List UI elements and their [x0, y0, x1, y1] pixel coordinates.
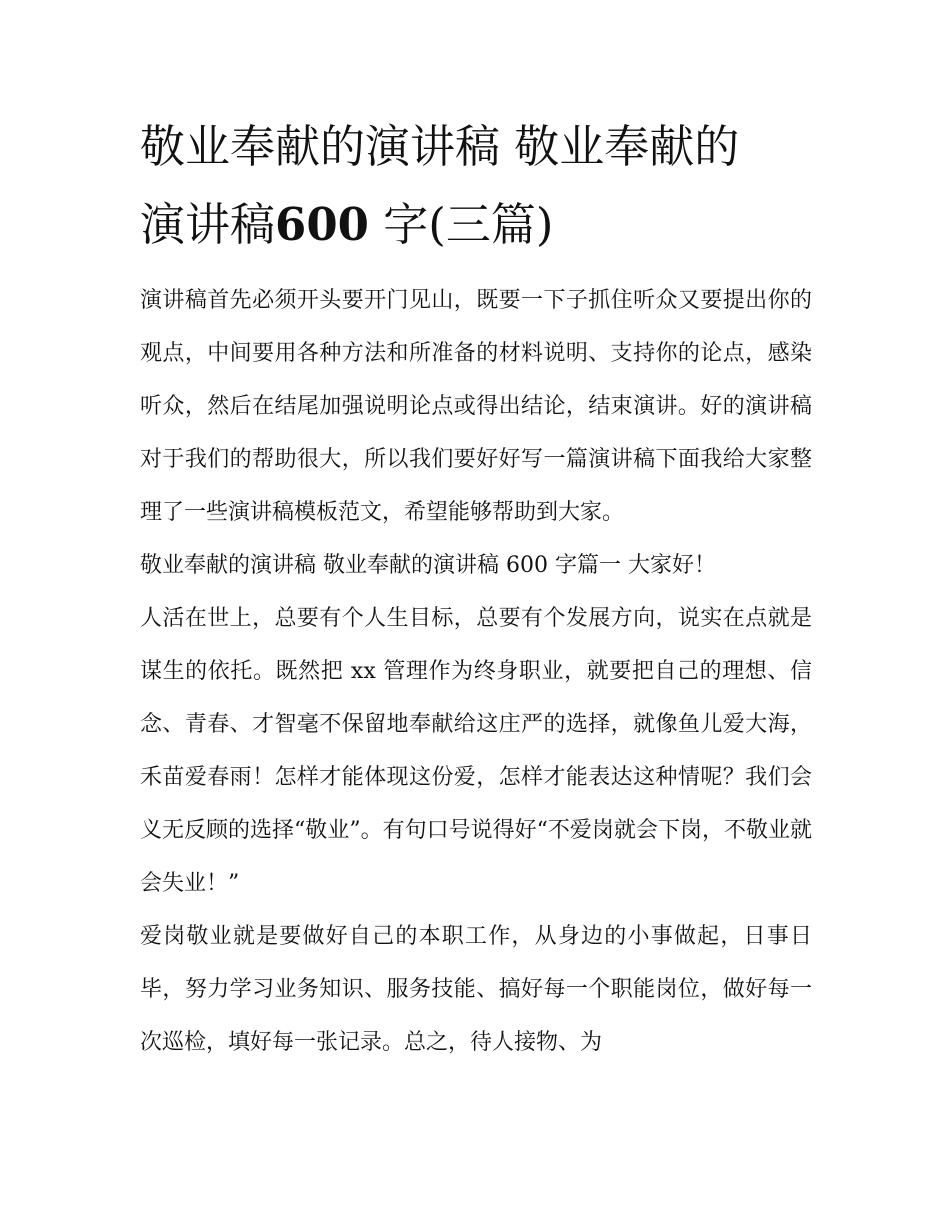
document-title	[140, 108, 812, 264]
title-line-2b: 字(三篇)	[368, 198, 554, 251]
title-line-2a: 演讲稿	[140, 198, 276, 251]
document-body	[140, 108, 812, 1069]
title-number: 600	[275, 198, 369, 251]
body-paragraph-1: 人活在世上，总要有个人生目标，总要有个发展方向，说实在点就是谋生的依托。既然把 xx 管理作为终身职业，就要把自己的理想、信念、青春、才智毫不保留地奉献给这庄严的选择，就像鱼儿爱大海，禾苗爱春雨！怎样才能体现这份爱，怎样才能表达这种情呢？我们会义无反顾的选择“敬业”。有句口号说得好“不爱岗就会下岗，不敬业就会失业！”	[140, 606, 812, 896]
intro-paragraph: 演讲稿首先必须开头要开门见山，既要一下子抓住听众又要提出你的观点，中间要用各种方法和所准备的材料说明、支持你的论点，感染听众，然后在结尾加强说明论点或得出结论，结束演讲。好的演讲稿对于我们的帮助很大，所以我们要好好写一篇演讲稿下面我给大家整理了一些演讲稿模板范文，希望能够帮助到大家。	[140, 288, 812, 525]
section-heading: 敬业奉献的演讲稿 敬业奉献的演讲稿 600 字篇一 大家好！	[140, 553, 716, 578]
body-paragraph-2: 爱岗敬业就是要做好自己的本职工作，从身边的小事做起，日事日毕，努力学习业务知识、服务技能、搞好每一个职能岗位，做好每一次巡检，填好每一张记录。总之，待人接物、为	[140, 924, 812, 1055]
title-line-1: 敬业奉献的演讲稿 敬业奉献的	[140, 120, 740, 173]
